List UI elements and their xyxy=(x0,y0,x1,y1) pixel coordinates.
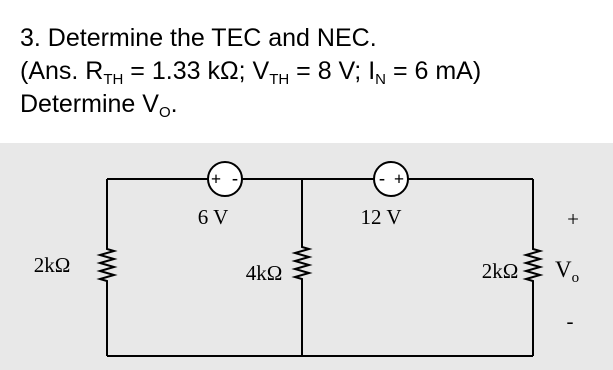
circuit-diagram xyxy=(0,143,613,370)
source-right-plus: + xyxy=(393,169,405,189)
resistor-middle-zigzag xyxy=(295,242,309,284)
problem-title: 3. Determine the TEC and NEC. xyxy=(20,24,377,52)
resistor-right-label: 2kΩ xyxy=(481,259,519,283)
resistor-left-zigzag xyxy=(100,244,114,286)
source-right-minus: - xyxy=(379,168,385,188)
output-label xyxy=(555,257,579,286)
resistor-right-zigzag xyxy=(526,244,540,286)
problem-statement xyxy=(20,22,481,121)
output-minus: - xyxy=(566,309,574,333)
source-left-plus: + xyxy=(210,169,222,189)
source-left-label: 6 V xyxy=(197,205,229,229)
resistor-middle-label: 4kΩ xyxy=(245,261,283,285)
output-label-main: V xyxy=(554,257,572,282)
resistor-left-label: 2kΩ xyxy=(33,253,71,277)
source-right-label: 12 V xyxy=(360,205,402,229)
answer-line: (Ans. $R_{TH} = 1.33$ kΩ; $V_{TH} = 8$ V; $I_N = 6$ mA) xyxy=(20,57,482,88)
output-plus: + xyxy=(567,207,579,231)
output-label-sub: o xyxy=(571,270,580,286)
circuit-panel xyxy=(0,143,613,370)
question-line: Determine $V_O$. xyxy=(20,90,178,121)
source-left-minus: - xyxy=(232,168,238,188)
